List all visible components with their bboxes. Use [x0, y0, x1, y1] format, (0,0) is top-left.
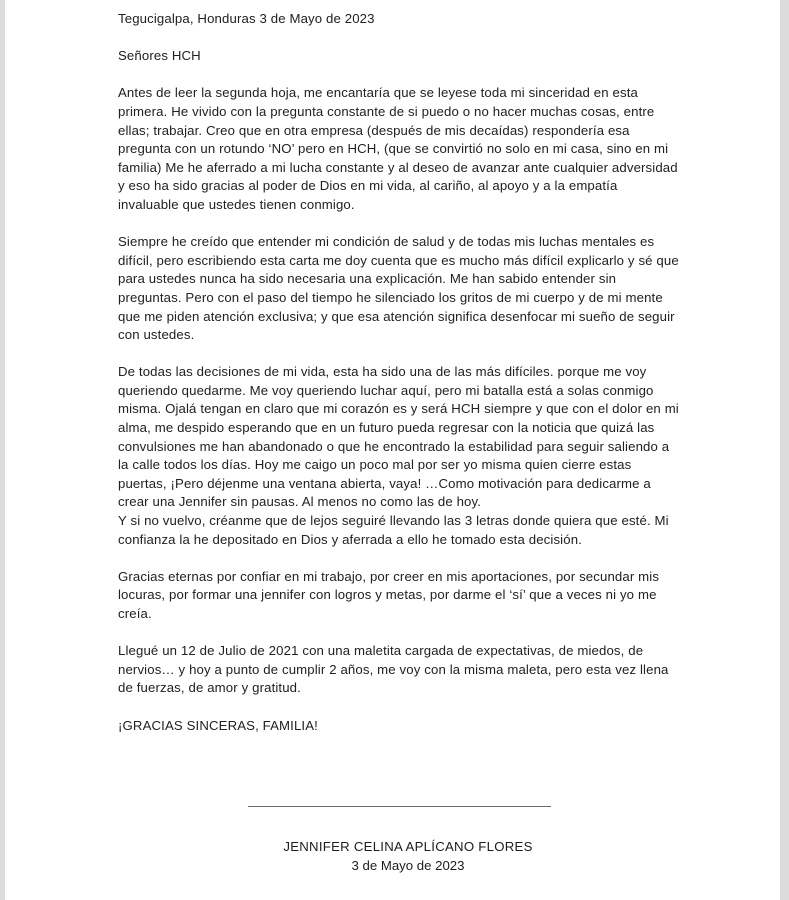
- salutation: Señores HCH: [118, 48, 201, 64]
- signature-names: [118, 837, 680, 875]
- page-content-area: [118, 0, 680, 900]
- signature-line: [248, 806, 551, 807]
- place-and-date: Tegucigalpa, Honduras 3 de Mayo de 2023: [118, 11, 375, 26]
- signature-date: 3 de Mayo de 2023: [351, 858, 465, 873]
- body-paragraph-5: Gracias eternas por confiar en mi trabajo, por creer en mis aportaciones, por secundar mis locuras, por formar una jennifer con logros y metas, por darme el ‘sí’ que a veces ni yo me creía.: [118, 568, 660, 621]
- letter-page: [5, 0, 780, 900]
- closing-exclamation: ¡GRACIAS SINCERAS, FAMILIA!: [118, 717, 318, 733]
- body-paragraph-6: Llegué un 12 de Julio de 2021 con una maletita cargada de expectativas, de miedos, de nervios… y hoy a punto de cumplir 2 años, me voy con la misma maleta, pero esta vez llena de fuerzas, de amor y gratitud.: [118, 643, 669, 696]
- signatory-name: JENNIFER CELINA APLÍCANO FLORES: [283, 839, 533, 854]
- body-paragraph-2: Siempre he creído que entender mi condición de salud y de todas mis luchas mentales es difícil, pero escribiendo esta carta me doy cuenta que es mucho más difícil explicarlo y sé que para ustedes nunca ha sido necesaria una explicación. Me han sabido entender sin preguntas. Pero con el paso del tiempo he silenciado los gritos de mi cuerpo y de mi mente que me piden atención exclusiva; y que esa atención significa desenfocar mi sueño de seguir con ustedes.: [118, 234, 679, 343]
- signature-block: [118, 806, 680, 875]
- heading-spacer: [118, 29, 680, 48]
- body-paragraph-4: Y si no vuelvo, créanme que de lejos seguiré llevando las 3 letras donde quiera que esté. Mi confianza la he depositado en Dios y aferrada a ello he tomado esta decisión.: [118, 513, 669, 547]
- body-paragraph-1: Antes de leer la segunda hoja, me encantaría que se leyese toda mi sinceridad en esta primera. He vivido con la pregunta constante de si puedo o no hacer muchas cosas, entre ellas; trabajar. Creo que en otra empresa (después de mis decaídas) respondería esa pregunta con un rotundo ‘NO’ pero en HCH, (que se convirtió no solo en mi casa, sino en mi familia) Me he aferrado a mi lucha constante y al deseo de avanzar ante cualquier adversidad y eso ha sido gracias al poder de Dios en mi vida, al cariño, al apoyo y a la empatía invaluable que ustedes tienen conmigo.: [118, 85, 678, 212]
- body-paragraph-3: De todas las decisiones de mi vida, esta ha sido una de las más difíciles. porque me voy queriendo quedarme. Me voy queriendo luchar aquí, pero mi batalla está a solas conmigo misma. Ojalá tengan en claro que mi corazón es y será HCH siempre y que con el dolor en mi alma, me despido esperando que en un futuro pueda regresar con la noticia que quizá las convulsiones me han abandonado o que he encontrado la estabilidad para seguir saliendo a la calle todos los días. Hoy me caigo un poco mal por ser yo misma quien cierre estas puertas, ¡Pero déjenme una ventana abierta, vaya! …Como motivación para dedicarme a crear una Jennifer sin pausas. Al menos no como las de hoy.: [118, 364, 679, 510]
- letter-body: [118, 84, 680, 735]
- letter-heading: [118, 0, 680, 66]
